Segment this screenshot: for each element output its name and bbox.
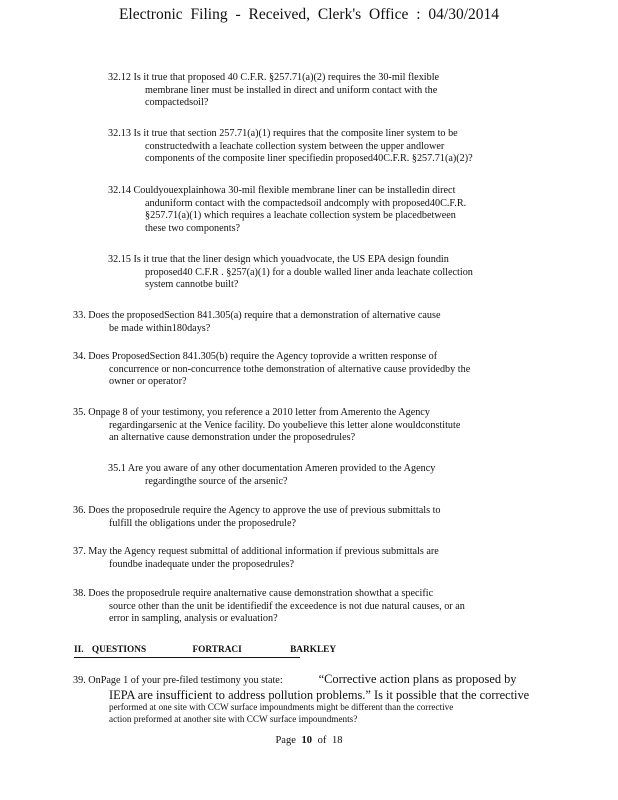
question-quote-cont: IEPA are insufficient to address pollution problems.” Is it possible that the corrective xyxy=(109,688,530,702)
question-quote: “Corrective action plans as proposed by xyxy=(318,672,517,686)
question-line: error in sampling, analysis or evaluation? xyxy=(109,613,278,625)
question-line: concurrence or non-concurrence tothe demonstration of alternative cause providedby the xyxy=(109,363,471,375)
question-line: performed at one site with CCW surface impoundments might be different than the corrective xyxy=(109,702,454,713)
filing-header: Electronic Filing - Received, Clerk's Office : 04/30/2014 xyxy=(118,6,500,23)
question-line: fulfill the obligations under the proposedrule? xyxy=(109,517,297,529)
question-line: 35. Onpage 8 of your testimony, you reference a 2010 letter from Amerento the Agency xyxy=(73,407,430,418)
question-38 xyxy=(73,588,553,626)
section-number: II. xyxy=(74,645,84,655)
question-line: anduniform contact with the compactedsoil andcomply with proposed40C.F.R. xyxy=(145,197,467,209)
question-34 xyxy=(73,351,553,389)
question-32-12 xyxy=(108,72,548,110)
question-32-15 xyxy=(108,254,548,292)
question-line: components of the composite liner specifiedin proposed40C.F.R. §257.71(a)(2)? xyxy=(145,153,473,165)
question-36 xyxy=(73,505,553,530)
page-total: 18 xyxy=(332,735,343,746)
question-line: 35.1 Are you aware of any other documentation Ameren provided to the Agency xyxy=(108,463,436,474)
section-for: FORTRACI xyxy=(192,645,242,655)
question-37 xyxy=(73,546,553,571)
question-line: 32.13 Is it true that section 257.71(a)(1) requires that the composite liner system to be xyxy=(108,128,458,139)
question-32-13 xyxy=(108,128,548,166)
question-line: proposed40 C.F.R . §257(a)(1) for a double walled liner anda leachate collection xyxy=(145,266,473,278)
page-number: 10 xyxy=(301,735,313,746)
question-line: membrane liner must be installed in direct and uniform contact with the xyxy=(145,84,438,96)
question-line: 38. Does the proposedrule require analternative cause demonstration showthat a specific xyxy=(73,588,434,599)
question-line: an alternative cause demonstration under the proposedrules? xyxy=(109,432,356,444)
section-name: BARKLEY xyxy=(290,645,337,655)
question-32-14 xyxy=(108,185,548,235)
question-line: 32.12 Is it true that proposed 40 C.F.R. §257.71(a)(2) requires the 30-mil flexible xyxy=(108,72,440,83)
question-line: 32.15 Is it true that the liner design which youadvocate, the US EPA design foundin xyxy=(108,254,449,265)
question-line: foundbe inadequate under the proposedrules? xyxy=(109,558,295,570)
question-line: source other than the unit be identifiedif the exceedence is not due natural causes, or an xyxy=(109,600,465,612)
page-label: Page xyxy=(275,735,296,746)
question-35-1 xyxy=(108,463,508,488)
question-line: 34. Does ProposedSection 841.305(b) require the Agency toprovide a written response of xyxy=(73,351,438,362)
section-underline xyxy=(74,657,300,658)
question-line: constructedwith a leachate collection system between the upper andlower xyxy=(145,140,445,152)
question-line: 36. Does the proposedrule require the Agency to approve the use of previous submittals to xyxy=(73,505,441,516)
page-footer xyxy=(0,735,618,746)
question-line: 39. OnPage 1 of your pre-filed testimony you state: xyxy=(73,675,283,686)
question-line: regardingthe source of the arsenic? xyxy=(145,475,288,487)
question-line: 37. May the Agency request submittal of additional information if previous submittals are xyxy=(73,546,439,557)
question-33 xyxy=(73,310,553,335)
question-line: these two components? xyxy=(145,222,241,234)
question-line: §257.71(a)(1) which requires a leachate collection system be placedbetween xyxy=(145,210,456,222)
of-label: of xyxy=(317,735,327,746)
question-line: action preformed at another site with CCW surface impoundments? xyxy=(109,714,358,725)
section-heading xyxy=(74,645,336,655)
section-label: QUESTIONS xyxy=(91,645,147,655)
question-line: system cannotbe built? xyxy=(145,279,239,291)
question-line: owner or operator? xyxy=(109,376,187,388)
question-line: 32.14 Couldyouexplainhowa 30-mil flexible membrane liner can be installedin direct xyxy=(108,185,456,196)
question-line: be made within180days? xyxy=(109,322,211,334)
question-35 xyxy=(73,407,553,445)
question-line: compactedsoil? xyxy=(145,97,209,109)
question-39 xyxy=(73,670,553,726)
question-line: 33. Does the proposedSection 841.305(a) require that a demonstration of alternative cause xyxy=(73,310,441,321)
question-line: regardingarsenic at the Venice facility. Do youbelieve this letter alone wouldconstitute xyxy=(109,419,461,431)
